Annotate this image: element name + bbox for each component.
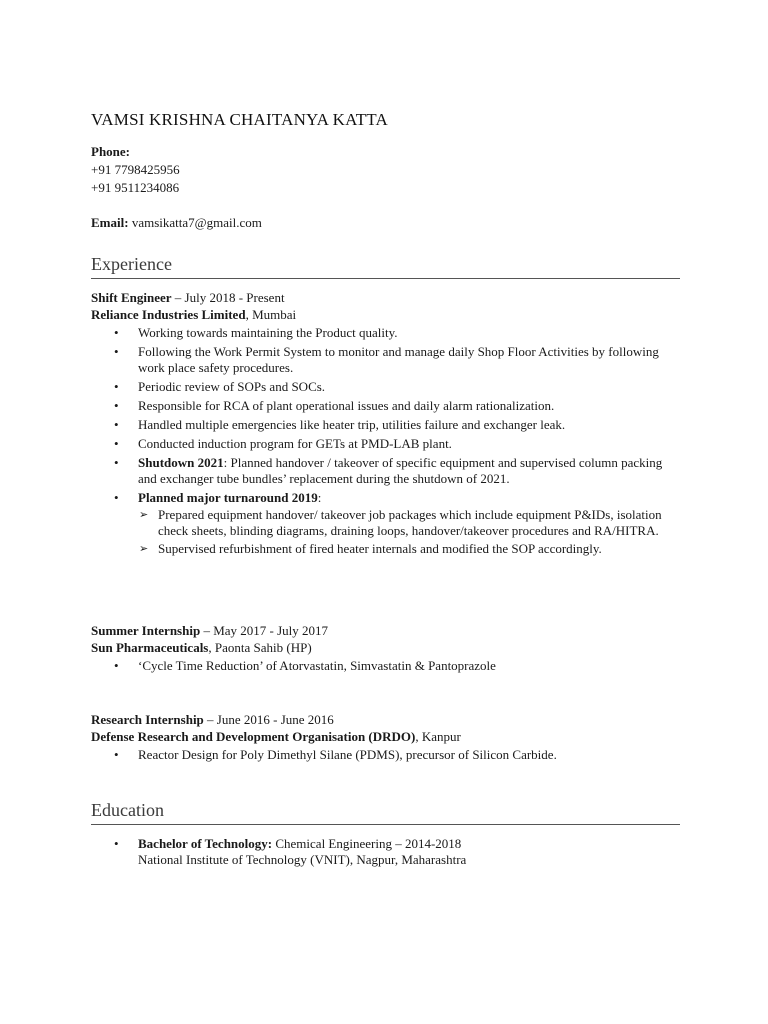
sub-list-item: ➢ Prepared equipment handover/ takeover job packages which include equipment P&IDs, isolation check sheets, blinding diagrams, draining loops, handover/takeover procedures and RA/HITRA. [158, 507, 681, 539]
turnaround-text: : [317, 490, 322, 505]
list-item-shutdown [138, 455, 681, 487]
turnaround-label: Planned major turnaround 2019 [138, 490, 318, 505]
job-title-line [91, 622, 681, 639]
list-item: • Handled multiple emergencies like heater trip, utilities failure and exchanger leak. [138, 417, 681, 433]
employer-line [91, 728, 681, 745]
candidate-name: VAMSI KRISHNA CHAITANYA KATTA [91, 110, 388, 129]
experience-entry-3 [91, 711, 681, 766]
employer-name: Defense Research and Development Organisation (DRDO) [91, 729, 416, 744]
list-item: • Responsible for RCA of plant operational issues and daily alarm rationalization. [138, 398, 681, 414]
job-dates: – July 2018 - Present [171, 290, 285, 305]
contact-block [91, 143, 262, 232]
employer-location: , Mumbai [245, 307, 297, 322]
job-title: Summer Internship [91, 623, 201, 638]
job-dates: – June 2016 - June 2016 [203, 712, 334, 727]
experience-heading: Experience [91, 254, 680, 279]
employer-location: , Kanpur [415, 729, 461, 744]
responsibility-list [91, 658, 681, 674]
email-line [91, 214, 262, 232]
employer-line [91, 306, 681, 323]
education-heading: Education [91, 800, 680, 825]
institute-name: National Institute of Technology (VNIT), Nagpur, Maharashtra [138, 852, 467, 867]
job-title: Shift Engineer [91, 290, 172, 305]
list-item: • Conducted induction program for GETs at PMD-LAB plant. [138, 436, 681, 452]
list-item: • Periodic review of SOPs and SOCs. [138, 379, 681, 395]
list-item-turnaround [138, 490, 681, 557]
phone-number-1: +91 7798425956 [91, 162, 180, 177]
degree-label: Bachelor of Technology: [138, 836, 273, 851]
shutdown-text: : Planned handover / takeover of specific equipment and supervised column packing and exchanger tube bundles’ replacement during the shutdown of 2021. [138, 455, 663, 486]
email-label: Email: [91, 215, 129, 230]
list-item: • Reactor Design for Poly Dimethyl Silane (PDMS), precursor of Silicon Carbide. [138, 747, 681, 763]
list-item: • Following the Work Permit System to monitor and manage daily Shop Floor Activities by following work place safety procedures. [138, 344, 681, 376]
email-address: vamsikatta7@gmail.com [131, 215, 262, 230]
experience-entry-1 [91, 289, 681, 560]
responsibility-list [91, 325, 681, 557]
employer-name: Reliance Industries Limited [91, 307, 246, 322]
education-list [91, 836, 681, 868]
degree-text: Chemical Engineering – 2014-2018 [272, 836, 462, 851]
experience-entry-2 [91, 622, 681, 677]
list-item [138, 836, 681, 868]
job-title: Research Internship [91, 712, 204, 727]
employer-line [91, 639, 681, 656]
employer-location: , Paonta Sahib (HP) [208, 640, 312, 655]
job-dates: – May 2017 - July 2017 [200, 623, 329, 638]
education-entry-1 [91, 836, 681, 871]
phone-number-2: +91 9511234086 [91, 180, 180, 195]
turnaround-sublist [138, 507, 681, 557]
list-item: • ‘Cycle Time Reduction’ of Atorvastatin, Simvastatin & Pantoprazole [138, 658, 681, 674]
responsibility-list [91, 747, 681, 763]
phone-label: Phone: [91, 144, 130, 159]
job-title-line [91, 711, 681, 728]
sub-list-item: ➢ Supervised refurbishment of fired heater internals and modified the SOP accordingly. [158, 541, 681, 557]
employer-name: Sun Pharmaceuticals [91, 640, 209, 655]
shutdown-label: Shutdown 2021 [138, 455, 224, 470]
list-item: • Working towards maintaining the Product quality. [138, 325, 681, 341]
job-title-line [91, 289, 681, 306]
